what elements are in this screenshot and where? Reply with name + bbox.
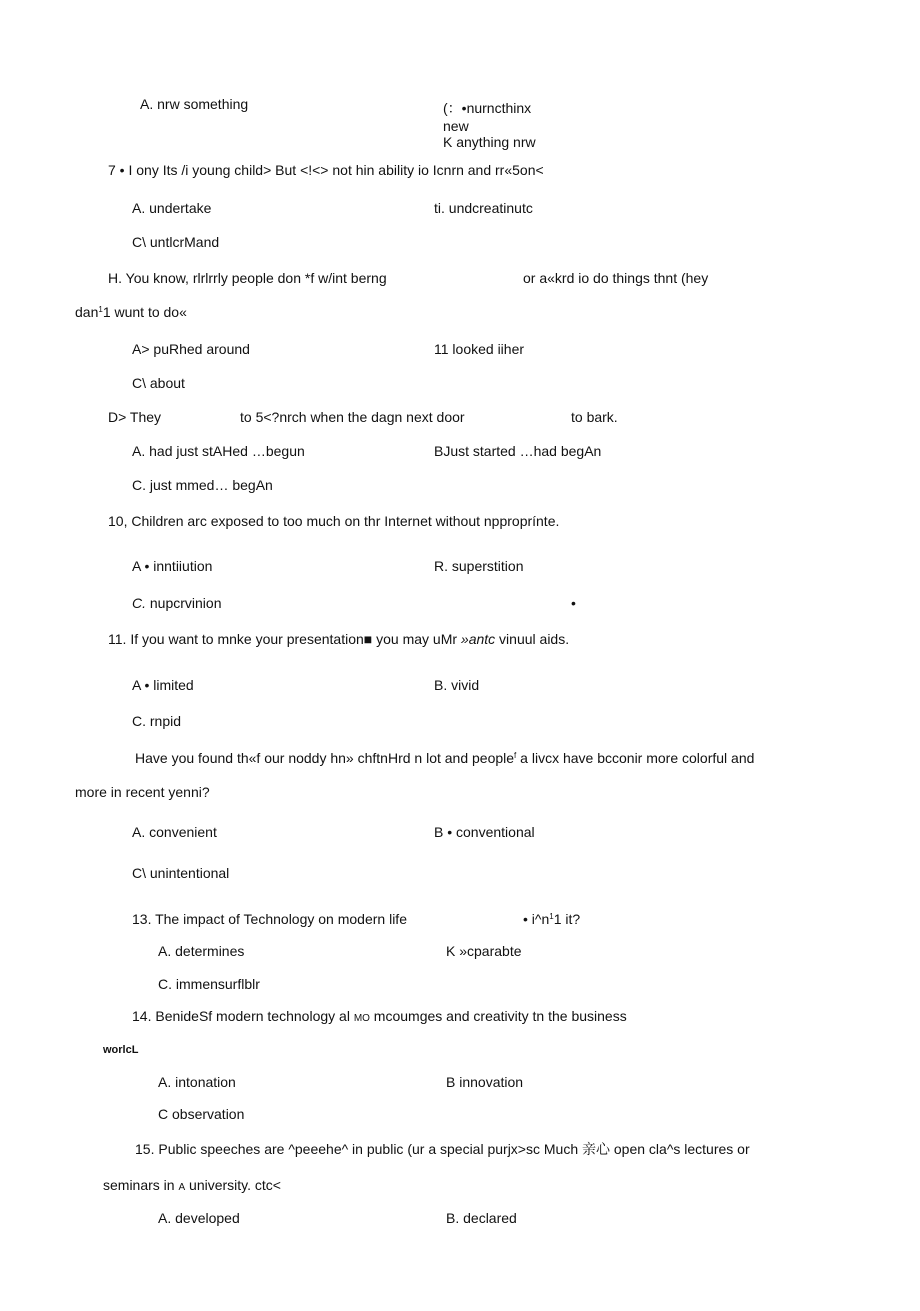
q13-option-a: A. determines: [158, 943, 245, 959]
q8-stem-part2: or a«krd io do things thnt (hey: [523, 270, 709, 286]
q12-option-b: B • conventional: [434, 824, 535, 840]
q9-option-b: BJust started …had begAn: [434, 443, 602, 459]
q9-stem-part2: to 5<?nrch when the dagn next door: [240, 409, 465, 425]
q11-option-b: B. vivid: [434, 677, 480, 693]
q13-option-b: K »cparabte: [446, 943, 522, 959]
q9-stem-part3: to bark.: [571, 409, 618, 425]
q8-stem-line2-b: 1 wunt to do«: [102, 304, 187, 320]
q11-stem: [108, 631, 569, 648]
q12-stem-line1: [135, 750, 754, 767]
q14-stem-line2: worlcL: [103, 1044, 139, 1056]
q8-stem-line2: [75, 304, 187, 321]
q7-option-a: A. undertake: [132, 200, 212, 216]
q13-stem-part1: 13. The impact of Technology on modern life: [132, 911, 407, 927]
q6-option-c: (：•nurncthinx: [443, 100, 532, 116]
q15-stem-line1: 15. Public speeches are ^peeehe^ in public (ur a special purjx>sc Much 亲心 open cla^s lectures or: [135, 1141, 750, 1157]
q15-stem-line2: [103, 1177, 281, 1196]
q8-stem-part1: H. You know, rlrlrrly people don *f w/int berng: [108, 270, 387, 286]
q13-stem-part2-b: 1 it?: [553, 911, 581, 927]
q11-option-c: C. rnpid: [132, 713, 182, 729]
stray-bullet: •: [571, 595, 576, 611]
q14-option-b: B innovation: [446, 1074, 524, 1090]
q15-option-a: A. developed: [158, 1210, 240, 1226]
q6-option-c-cont: new: [443, 118, 469, 134]
q13-stem-part2-a: • i^n: [523, 911, 550, 927]
q11-stem-italic: »antc: [460, 631, 496, 647]
q12-stem-line1-sup: f: [514, 751, 517, 760]
q6-option-d: K anything nrw: [443, 134, 536, 150]
q15-stem-line2-b: university. ctc<: [185, 1177, 281, 1193]
q12-stem-line2: more in recent yenni?: [75, 784, 210, 800]
q7-option-b: ti. undcreatinutc: [434, 200, 533, 216]
q14-stem-a: 14. BenideSf modern technology al: [132, 1008, 354, 1024]
q7-option-c: C\ untlcrMand: [132, 234, 220, 250]
q9-stem-part1: D> They: [108, 409, 162, 425]
q14-option-c: C observation: [158, 1106, 245, 1122]
q12-stem-line1-a: Have you found th«f our noddy hn» chftnHrd n lot and people: [135, 750, 515, 766]
q10-stem: 10, Children arc exposed to too much on thr Internet without npproprínte.: [108, 513, 560, 529]
q8-stem-line2-a: dan: [75, 304, 99, 320]
q8-option-a: A> puRhed around: [132, 341, 250, 357]
q7-stem: 7 • I ony Its /i young child> But <!<> not hin ability io Icnrn and rr«5on<: [108, 162, 544, 178]
q10-option-b: R. superstition: [434, 558, 524, 574]
q14-stem-b: mcoumges and creativity tn the business: [369, 1008, 627, 1024]
q10-option-c-letter: C.: [132, 595, 146, 611]
q11-stem-part2: vinuul aids.: [495, 631, 570, 647]
q10-option-c-text: nupcrvinion: [146, 595, 222, 611]
q14-option-a: A. intonation: [158, 1074, 236, 1090]
q6-option-a: A. nrw something: [140, 96, 249, 112]
q15-stem-line2-small: A: [178, 1182, 186, 1193]
q10-option-a: A • inntiiution: [132, 558, 213, 574]
q12-option-c: C\ unintentional: [132, 865, 230, 881]
q12-stem-line1-b: a livcx have bcconir more colorful and: [516, 750, 755, 766]
q8-stem-line2-sup: 1: [98, 305, 103, 314]
q13-stem-part2-sup: 1: [549, 912, 554, 921]
q8-option-b: 11 looked iiher: [434, 341, 525, 357]
q12-option-a: A. convenient: [132, 824, 217, 840]
q9-option-a: A. had just stAHed …begun: [132, 443, 305, 459]
q14-stem: [132, 1008, 627, 1027]
q9-option-c: C. just mmed… begAn: [132, 477, 273, 493]
q15-option-b: B. declared: [446, 1210, 517, 1226]
q13-stem-part2: [523, 911, 580, 928]
q10-option-c: [132, 595, 222, 612]
q15-stem-line2-a: seminars in: [103, 1177, 179, 1193]
q8-option-c: C\ about: [132, 375, 185, 391]
q14-stem-small: MO: [353, 1013, 370, 1024]
q11-stem-part1: 11. If you want to mnke your presentation■ you may uMr: [108, 631, 461, 647]
q13-option-c: C. immensurflblr: [158, 976, 260, 992]
q11-option-a: A • limited: [132, 677, 194, 693]
